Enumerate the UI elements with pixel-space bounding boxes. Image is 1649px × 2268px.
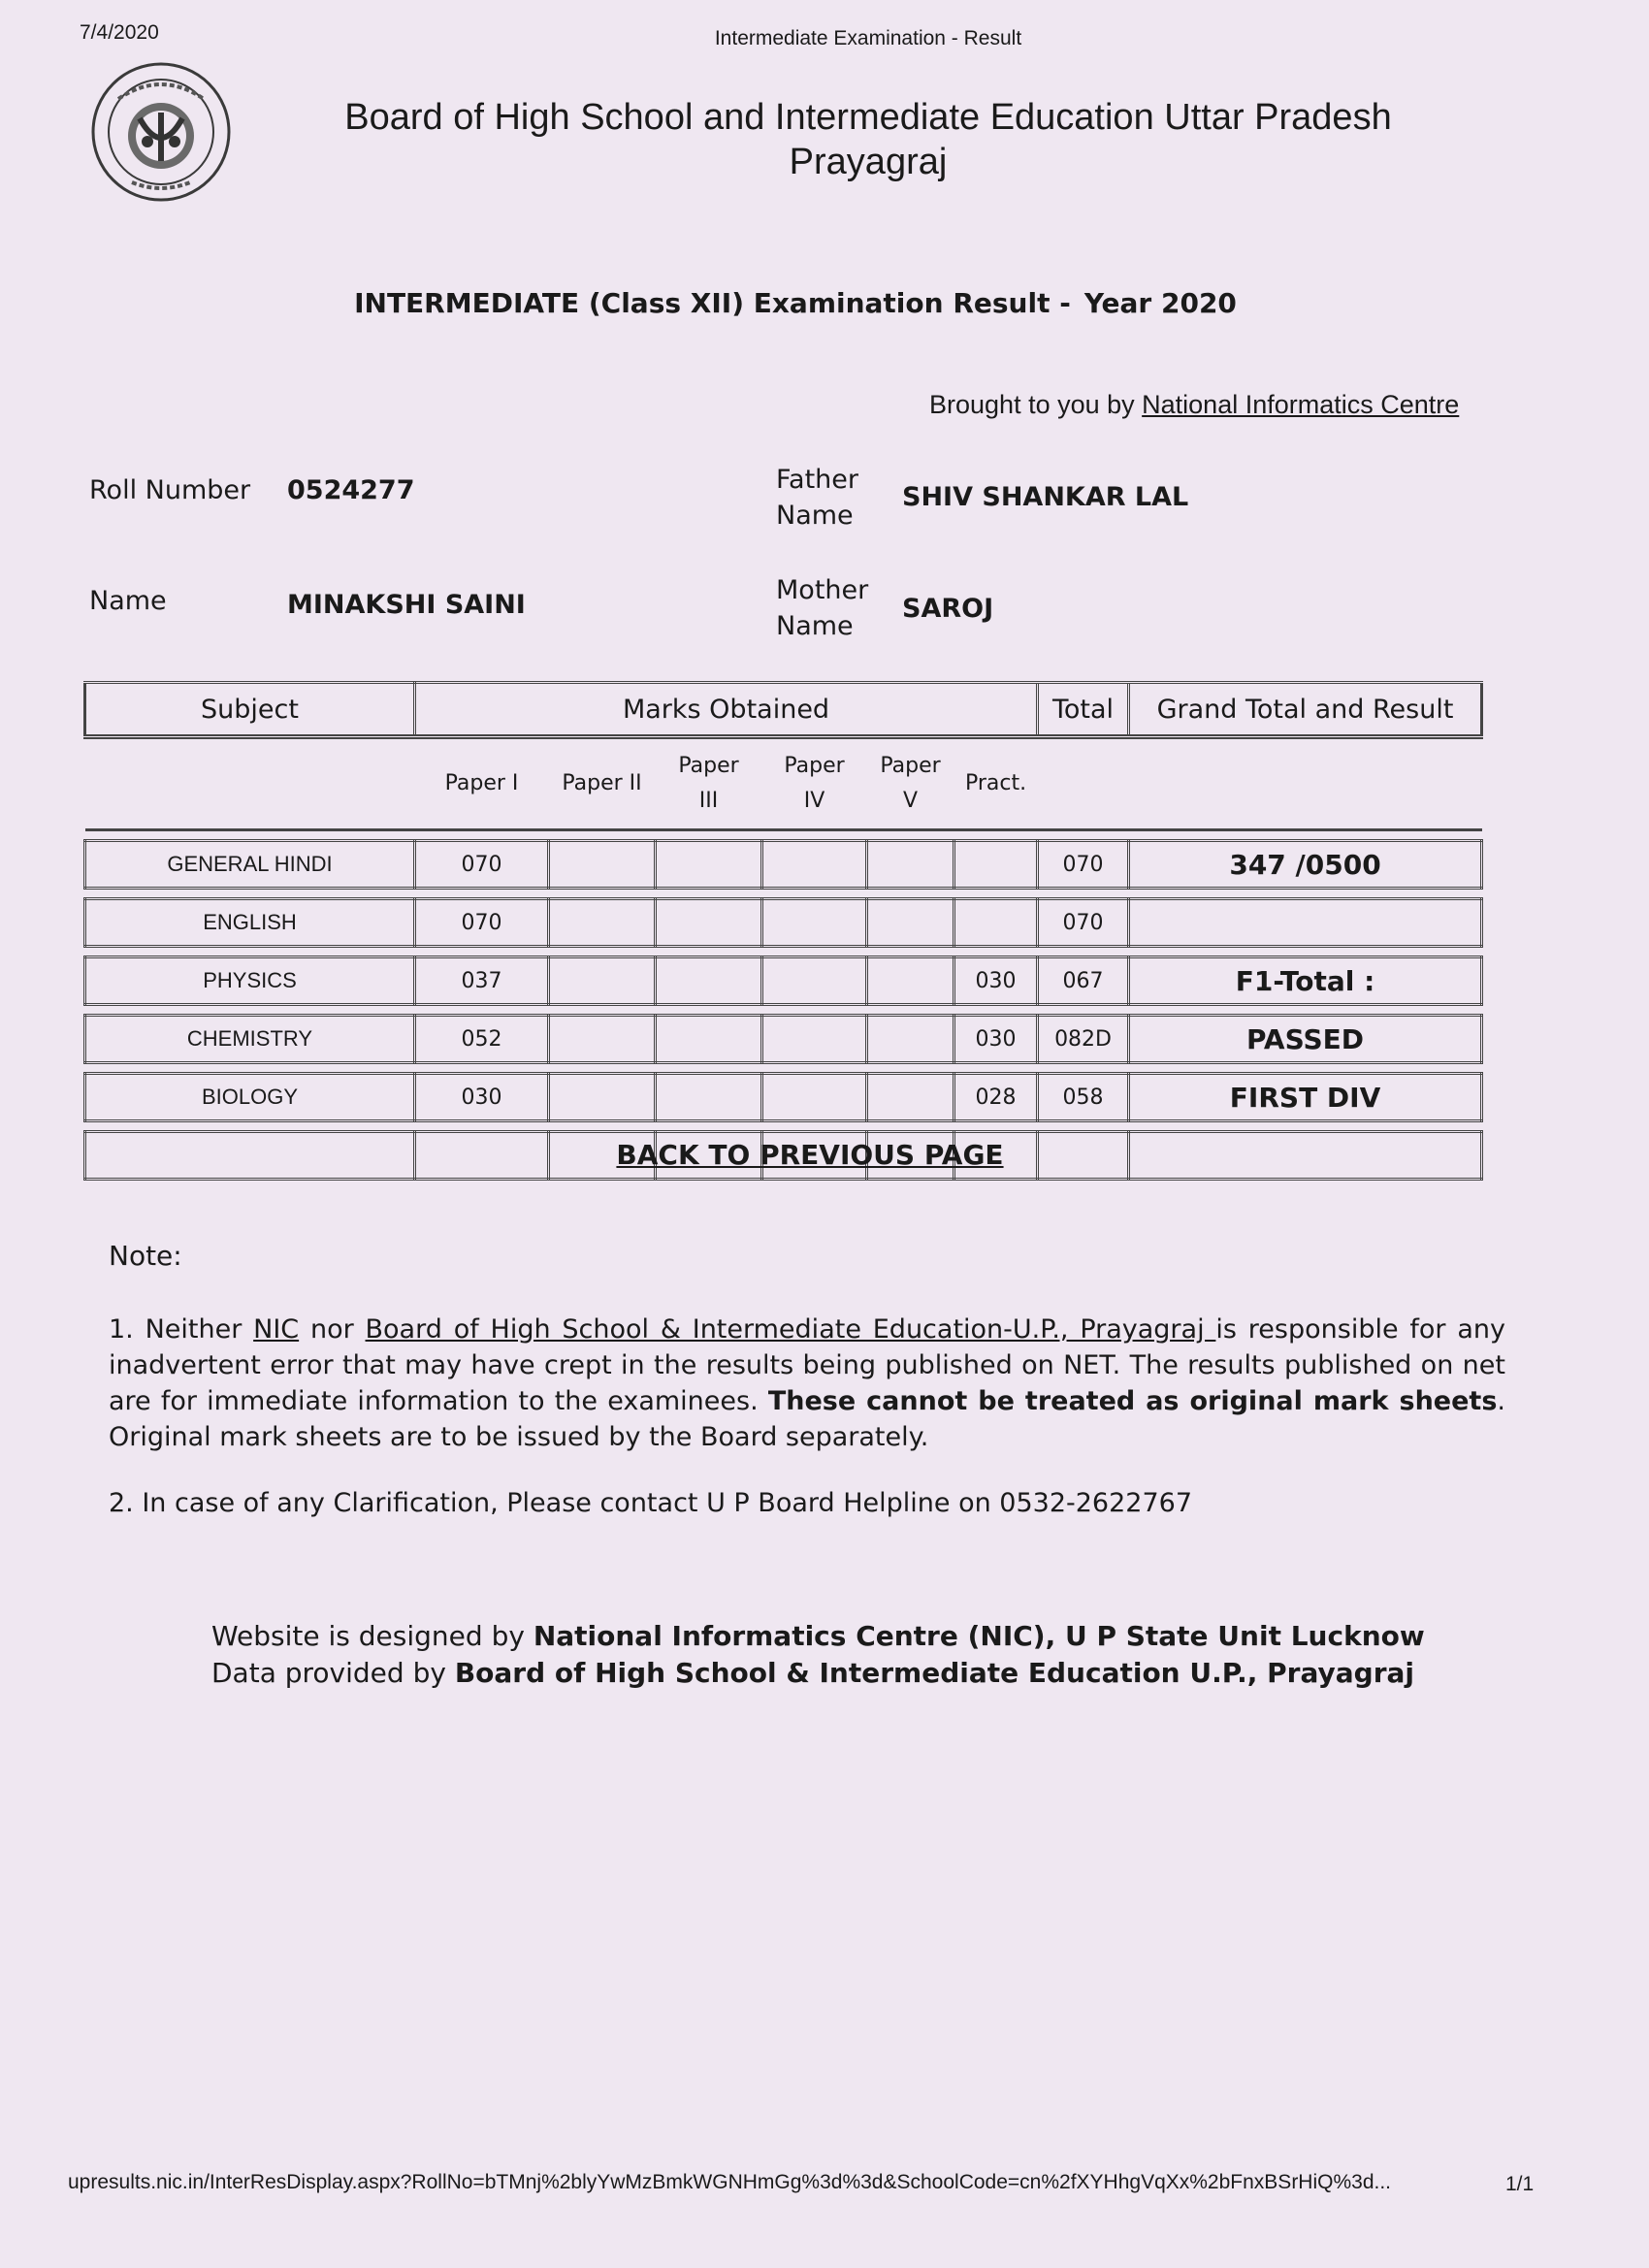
cell-p4 bbox=[762, 1016, 867, 1063]
exam-year: Year 2020 bbox=[1083, 287, 1237, 319]
cell-p2 bbox=[549, 899, 656, 947]
note1-nic: NIC bbox=[253, 1314, 300, 1345]
cell-total: 070 bbox=[1038, 841, 1129, 889]
name-value: MINAKSHI SAINI bbox=[287, 590, 526, 620]
table-header-row bbox=[85, 683, 1482, 737]
cell-p2 bbox=[549, 841, 656, 889]
subheader-pract: Pract. bbox=[954, 737, 1038, 830]
cell-p5 bbox=[867, 841, 954, 889]
print-page-title: Intermediate Examination - Result bbox=[714, 27, 1022, 49]
footer-line2-bold: Board of High School & Intermediate Education U.P., Prayagraj bbox=[454, 1657, 1414, 1689]
back-to-previous-page-link[interactable]: BACK TO PREVIOUS PAGE bbox=[616, 1139, 1004, 1171]
print-page-number: 1/1 bbox=[1505, 2173, 1535, 2195]
footer-line1 bbox=[211, 1618, 1425, 1655]
cell-p3 bbox=[656, 841, 762, 889]
cell-total: 082D bbox=[1038, 1016, 1129, 1063]
mother-name-label bbox=[776, 572, 868, 644]
cell-subject: BIOLOGY bbox=[85, 1074, 415, 1121]
subheader-paper3-line1: Paper bbox=[678, 754, 739, 778]
board-name bbox=[291, 95, 1445, 184]
footer-line2-prefix: Data provided by bbox=[211, 1657, 455, 1689]
cell-subject: CHEMISTRY bbox=[85, 1016, 415, 1063]
cell-subject: PHYSICS bbox=[85, 957, 415, 1005]
note-2: 2. In case of any Clarification, Please contact U P Board Helpline on 0532-2622767 bbox=[109, 1488, 1193, 1518]
cell-p5 bbox=[867, 899, 954, 947]
roll-number-value: 0524277 bbox=[287, 475, 415, 505]
cell-p4 bbox=[762, 841, 867, 889]
header-subject: Subject bbox=[85, 683, 415, 737]
cell-p1: 030 bbox=[415, 1074, 549, 1121]
note-heading: Note: bbox=[109, 1240, 182, 1272]
note1-nor: nor bbox=[299, 1314, 366, 1345]
father-label-line1: Father bbox=[776, 465, 859, 495]
cell-p5 bbox=[867, 1074, 954, 1121]
cell-subject: ENGLISH bbox=[85, 899, 415, 947]
name-label: Name bbox=[89, 586, 167, 616]
cell-p1: 070 bbox=[415, 841, 549, 889]
footer-line1-prefix: Website is designed by bbox=[211, 1620, 534, 1652]
header-grand-total: Grand Total and Result bbox=[1129, 683, 1482, 737]
exam-title-text: INTERMEDIATE (Class XII) Examination Result - bbox=[354, 287, 1071, 319]
cell-grand: PASSED bbox=[1129, 1016, 1482, 1063]
cell-p2 bbox=[549, 1016, 656, 1063]
cell-p1: 052 bbox=[415, 1016, 549, 1063]
cell-p4 bbox=[762, 957, 867, 1005]
cell-total: 058 bbox=[1038, 1074, 1129, 1121]
table-row bbox=[85, 957, 1482, 1005]
table-row bbox=[85, 899, 1482, 947]
cell-subject: GENERAL HINDI bbox=[85, 841, 415, 889]
table-row bbox=[85, 1074, 1482, 1121]
roll-number-label: Roll Number bbox=[89, 475, 251, 505]
subheader-paper3-line2: III bbox=[698, 789, 719, 813]
mother-name-value: SAROJ bbox=[902, 594, 994, 624]
subheader-paper2: Paper II bbox=[549, 737, 656, 830]
father-label-line2: Name bbox=[776, 501, 854, 531]
cell-total: 070 bbox=[1038, 899, 1129, 947]
cell-p3 bbox=[656, 1016, 762, 1063]
print-url: upresults.nic.in/InterResDisplay.aspx?RollNo=bTMnj%2blyYwMzBmkWGNHmGg%3d%3d&SchoolCode=cn%2fXYHhgVqXx%2bFnxBSrHiQ%3d... bbox=[68, 2171, 1392, 2193]
footer-line1-bold: National Informatics Centre (NIC), U P State Unit Lucknow bbox=[533, 1620, 1425, 1652]
cell-p2 bbox=[549, 1074, 656, 1121]
mother-label-line2: Name bbox=[776, 611, 854, 641]
subheader-paper4 bbox=[762, 737, 867, 830]
subheader-paper5-line1: Paper bbox=[880, 754, 941, 778]
father-name-value: SHIV SHANKAR LAL bbox=[902, 482, 1189, 512]
note1-mid: is responsible for any inadvertent error that may have crept in the results being published on NET. The results published on net are for immediate information to the examinees. bbox=[109, 1314, 1505, 1416]
print-date: 7/4/2020 bbox=[80, 21, 159, 44]
site-footer bbox=[211, 1618, 1425, 1692]
subheader-paper5-line2: V bbox=[902, 789, 919, 813]
subheader-paper5 bbox=[867, 737, 954, 830]
cell-p3 bbox=[656, 1074, 762, 1121]
up-government-seal-icon bbox=[89, 60, 233, 204]
board-name-line1: Board of High School and Intermediate Education Uttar Pradesh bbox=[344, 97, 1392, 138]
cell-grand: FIRST DIV bbox=[1129, 1074, 1482, 1121]
credit-line bbox=[929, 390, 1459, 420]
header-total: Total bbox=[1038, 683, 1129, 737]
board-name-line2: Prayagraj bbox=[789, 142, 948, 182]
table-row bbox=[85, 841, 1482, 889]
father-name-label bbox=[776, 462, 858, 534]
cell-p4 bbox=[762, 1074, 867, 1121]
subheader-paper4-line1: Paper bbox=[784, 754, 845, 778]
cell-p4 bbox=[762, 899, 867, 947]
cell-grand: 347 /0500 bbox=[1129, 841, 1482, 889]
mother-label-line1: Mother bbox=[776, 575, 869, 605]
cell-pract: 030 bbox=[954, 957, 1038, 1005]
note1-end: . Original mark sheets are to be issued by the Board separately. bbox=[109, 1386, 1505, 1452]
note1-bold: These cannot be treated as original mark sheets bbox=[767, 1386, 1498, 1416]
cell-pract bbox=[954, 899, 1038, 947]
cell-p5 bbox=[867, 1016, 954, 1063]
marks-table bbox=[83, 681, 1483, 1181]
subheader-paper1: Paper I bbox=[415, 737, 549, 830]
cell-p3 bbox=[656, 957, 762, 1005]
cell-p1: 070 bbox=[415, 899, 549, 947]
cell-p5 bbox=[867, 957, 954, 1005]
note1-board: Board of High School & Intermediate Education-U.P., Prayagraj bbox=[365, 1314, 1216, 1345]
cell-pract: 028 bbox=[954, 1074, 1038, 1121]
note1-start: 1. Neither bbox=[109, 1314, 254, 1345]
header-marks-obtained: Marks Obtained bbox=[415, 683, 1038, 737]
subheader-paper4-line2: IV bbox=[803, 789, 825, 813]
cell-pract bbox=[954, 841, 1038, 889]
footer-line2 bbox=[211, 1655, 1425, 1692]
cell-grand bbox=[1129, 899, 1482, 947]
cell-p3 bbox=[656, 899, 762, 947]
table-subheader-row bbox=[85, 737, 1482, 830]
cell-p1: 037 bbox=[415, 957, 549, 1005]
cell-total: 067 bbox=[1038, 957, 1129, 1005]
note-1 bbox=[109, 1312, 1505, 1455]
subheader-paper3 bbox=[656, 737, 762, 830]
cell-grand: F1-Total : bbox=[1129, 957, 1482, 1005]
cell-pract: 030 bbox=[954, 1016, 1038, 1063]
nic-link[interactable]: National Informatics Centre bbox=[1142, 390, 1460, 419]
exam-title bbox=[0, 287, 1591, 319]
credit-prefix: Brought to you by bbox=[929, 390, 1135, 419]
cell-p2 bbox=[549, 957, 656, 1005]
table-row bbox=[85, 1016, 1482, 1063]
